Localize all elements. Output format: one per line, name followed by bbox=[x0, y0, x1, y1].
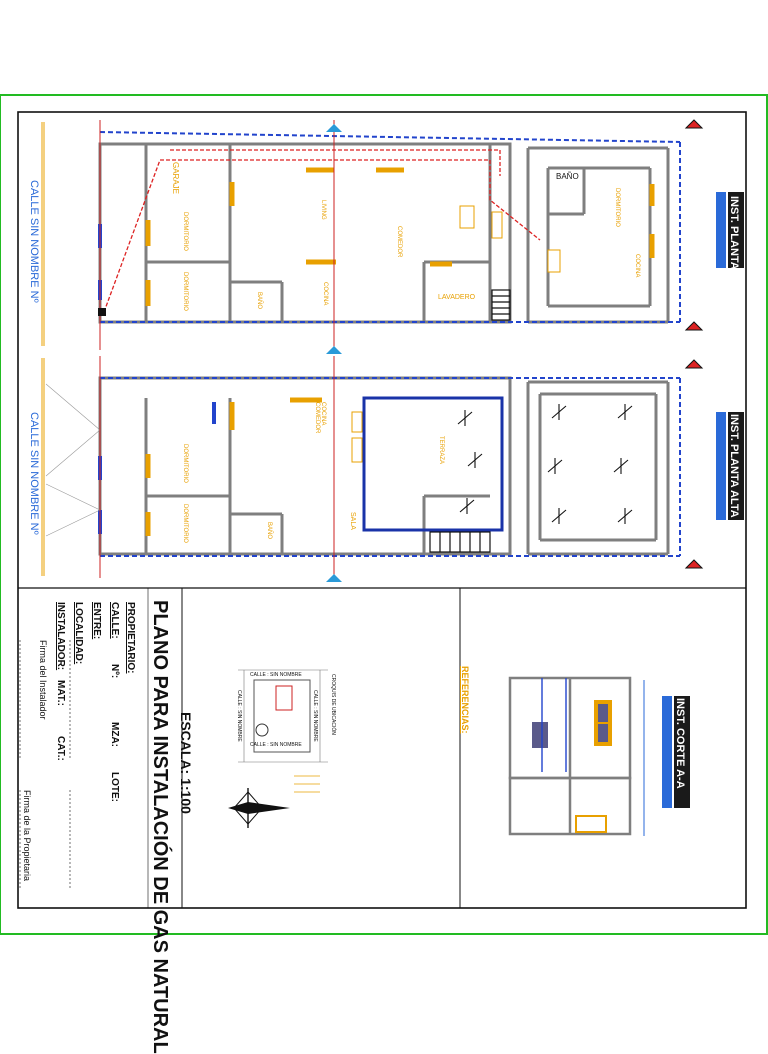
installer-label: INSTALADOR: bbox=[55, 602, 66, 671]
upper-room-terraza: TERRAZA bbox=[438, 436, 444, 465]
ground-floor-plan bbox=[42, 120, 680, 350]
upper-room-cocina-comedor: COCINA COMEDOR bbox=[314, 402, 326, 434]
sheet-frame bbox=[0, 95, 768, 934]
drawing-title: PLANO PARA INSTALACIÓN DE GAS NATURAL bbox=[149, 600, 171, 1054]
location-street-left: CALLE : SIN NOMBRE bbox=[236, 690, 242, 742]
room-lavadero: LAVADERO bbox=[438, 294, 476, 301]
level-marks bbox=[686, 120, 702, 568]
north-compass bbox=[228, 788, 290, 828]
upper-room-dormitorio-1: DORMITORIO bbox=[182, 444, 188, 483]
location-street-top: CALLE : SIN NOMBRE bbox=[250, 672, 302, 678]
location-sketch-title: CROQUIS DE UBICACIÓN bbox=[330, 674, 336, 735]
room-living: LIVING bbox=[320, 200, 326, 220]
lot-label: LOTE: bbox=[109, 772, 120, 802]
installer-signature-label: Firma del Instalador bbox=[38, 640, 48, 720]
view-title-upper: INST. PLANTA ALTA bbox=[728, 414, 740, 518]
room-bano: BAÑO bbox=[256, 292, 262, 310]
references-heading: REFERENCIAS: bbox=[460, 666, 470, 734]
upper-room-dormitorio-2: DORMITORIO bbox=[182, 504, 188, 543]
upper-room-bano: BAÑO bbox=[266, 522, 272, 540]
upper-room-sala: SALA bbox=[349, 512, 356, 530]
locality-label: LOCALIDAD: bbox=[73, 602, 84, 665]
upper-floor-plan bbox=[42, 356, 680, 578]
category-label: CAT.: bbox=[55, 736, 66, 761]
light-fixture-symbols bbox=[458, 404, 632, 524]
room-garaje: GARAJE bbox=[171, 162, 180, 195]
room-bano-annex: BAÑO bbox=[556, 172, 579, 181]
view-title-ground: INST. PLANTA bbox=[728, 196, 740, 270]
room-comedor: COMEDOR bbox=[396, 226, 402, 258]
number-label: Nº: bbox=[109, 664, 120, 679]
street-label: CALLE: bbox=[109, 602, 120, 639]
scale-label: ESCALA: 1:100 bbox=[178, 712, 194, 814]
street-name-upper: CALLE SIN NOMBRE Nº bbox=[28, 412, 40, 535]
location-street-right: CALLE : SIN NOMBRE bbox=[312, 690, 318, 742]
room-dormitorio-2: DORMITORIO bbox=[182, 272, 188, 311]
registration-label: MAT.: bbox=[55, 680, 66, 706]
location-street-bottom: CALLE : SIN NOMBRE bbox=[250, 742, 302, 748]
owner-label: PROPIETARIO: bbox=[125, 602, 136, 674]
owner-signature-label: Firma de la Propietaria bbox=[22, 790, 32, 882]
view-title-section: INST. CORTE A-A bbox=[674, 698, 686, 789]
block-label: MZA: bbox=[109, 722, 120, 747]
room-cocina-annex: COCINA bbox=[634, 254, 640, 278]
between-label: ENTRE: bbox=[91, 602, 102, 640]
room-dormitorio-1: DORMITORIO bbox=[182, 212, 188, 251]
street-name-ground: CALLE SIN NOMBRE Nº bbox=[28, 180, 40, 303]
room-cocina: COCINA bbox=[322, 282, 328, 306]
room-dormitorio-annex: DORMITORIO bbox=[614, 188, 620, 227]
section-view bbox=[510, 678, 644, 836]
